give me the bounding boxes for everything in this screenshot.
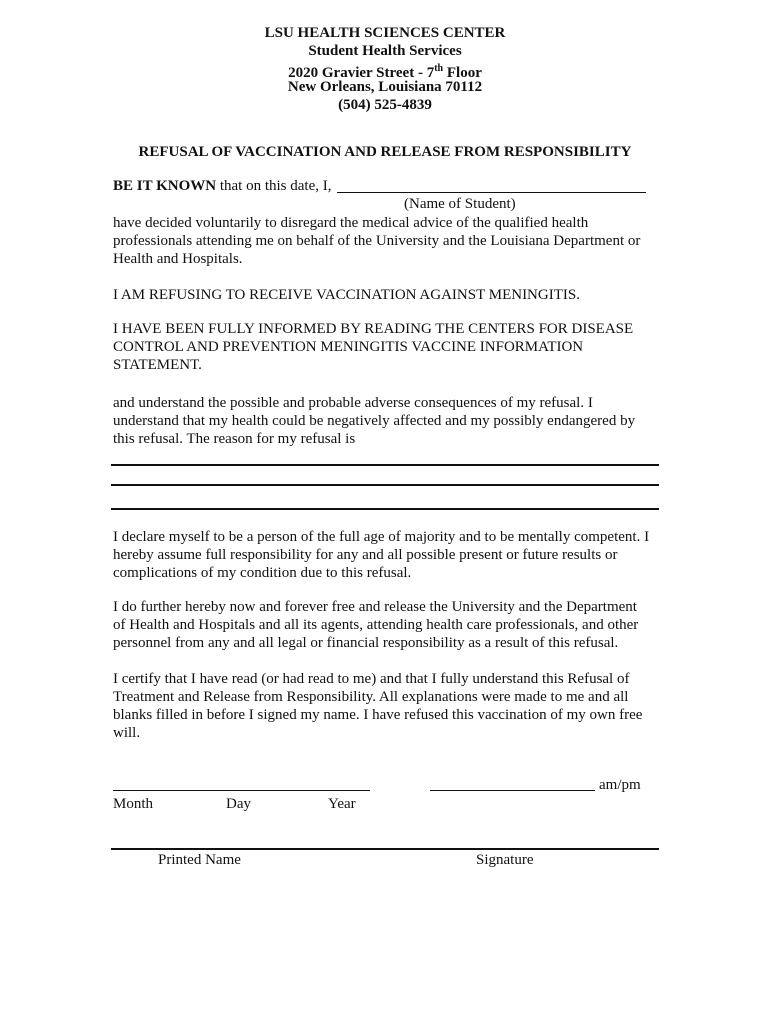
month-label: Month (113, 796, 154, 812)
address-street-text: 2020 Gravier Street - 7 (288, 65, 435, 81)
reason-line-1[interactable] (111, 464, 659, 466)
day-label: Day (226, 796, 251, 812)
reason-line-2[interactable] (111, 484, 659, 486)
be-it-known-line (113, 178, 332, 195)
printed-name-signature-field[interactable] (111, 848, 659, 850)
paragraph-certify: I certify that I have read (or had read to me) and that I fully understand this Refusal of Treatment and Release from Responsibility. All explanations were made to me and all blanks filled in before I signed my name. I have refused this vaccination of my own free will. (113, 671, 643, 741)
year-label: Year (328, 796, 356, 812)
address-floor: Floor (443, 65, 482, 81)
paragraph-decided: have decided voluntarily to disregard the medical advice of the qualified health professionals attending me on behalf of the University and the Louisiana Department or Health and Hospitals. (113, 215, 641, 267)
be-it-known-bold: BE IT KNOWN (113, 178, 217, 194)
time-field[interactable] (430, 790, 595, 791)
form-title: REFUSAL OF VACCINATION AND RELEASE FROM RESPONSIBILITY (138, 144, 632, 160)
date-field[interactable] (113, 790, 370, 791)
paragraph-refusing: I AM REFUSING TO RECEIVE VACCINATION AGAINST MENINGITIS. (113, 287, 580, 303)
paragraph-informed: I HAVE BEEN FULLY INFORMED BY READING THE CENTERS FOR DISEASE CONTROL AND PREVENTION MENINGITIS VACCINE INFORMATION STATEMENT. (113, 321, 634, 373)
paragraph-declare: I declare myself to be a person of the full age of majority and to be mentally competent. I hereby assume full responsibility for any and all possible present or future results or complications of my condition due to this refusal. (113, 529, 650, 581)
student-name-label: (Name of Student) (404, 196, 516, 212)
student-name-field[interactable] (337, 192, 646, 193)
signature-label: Signature (476, 852, 534, 868)
ampm-label: am/pm (599, 777, 641, 793)
address-city: New Orleans, Louisiana 70112 (287, 79, 483, 95)
department-name: Student Health Services (308, 43, 462, 59)
be-it-known-rest: that on this date, I, (216, 178, 332, 194)
reason-line-3[interactable] (111, 508, 659, 510)
printed-name-label: Printed Name (158, 852, 241, 868)
phone-number: (504) 525-4839 (338, 97, 432, 113)
address-sup: th (434, 63, 444, 74)
institution-name: LSU HEALTH SCIENCES CENTER (264, 25, 506, 41)
paragraph-release: I do further hereby now and forever free and release the University and the Department of Health and Hospitals and all its agents, attending health care professionals, and other personnel from any and all legal or financial responsibility as a result of this refusal. (113, 599, 639, 651)
paragraph-understand: and understand the possible and probable adverse consequences of my refusal. I understand that my health could be negatively affected and my possibly endangered by this refusal. The reason for my refusal is (113, 395, 636, 447)
